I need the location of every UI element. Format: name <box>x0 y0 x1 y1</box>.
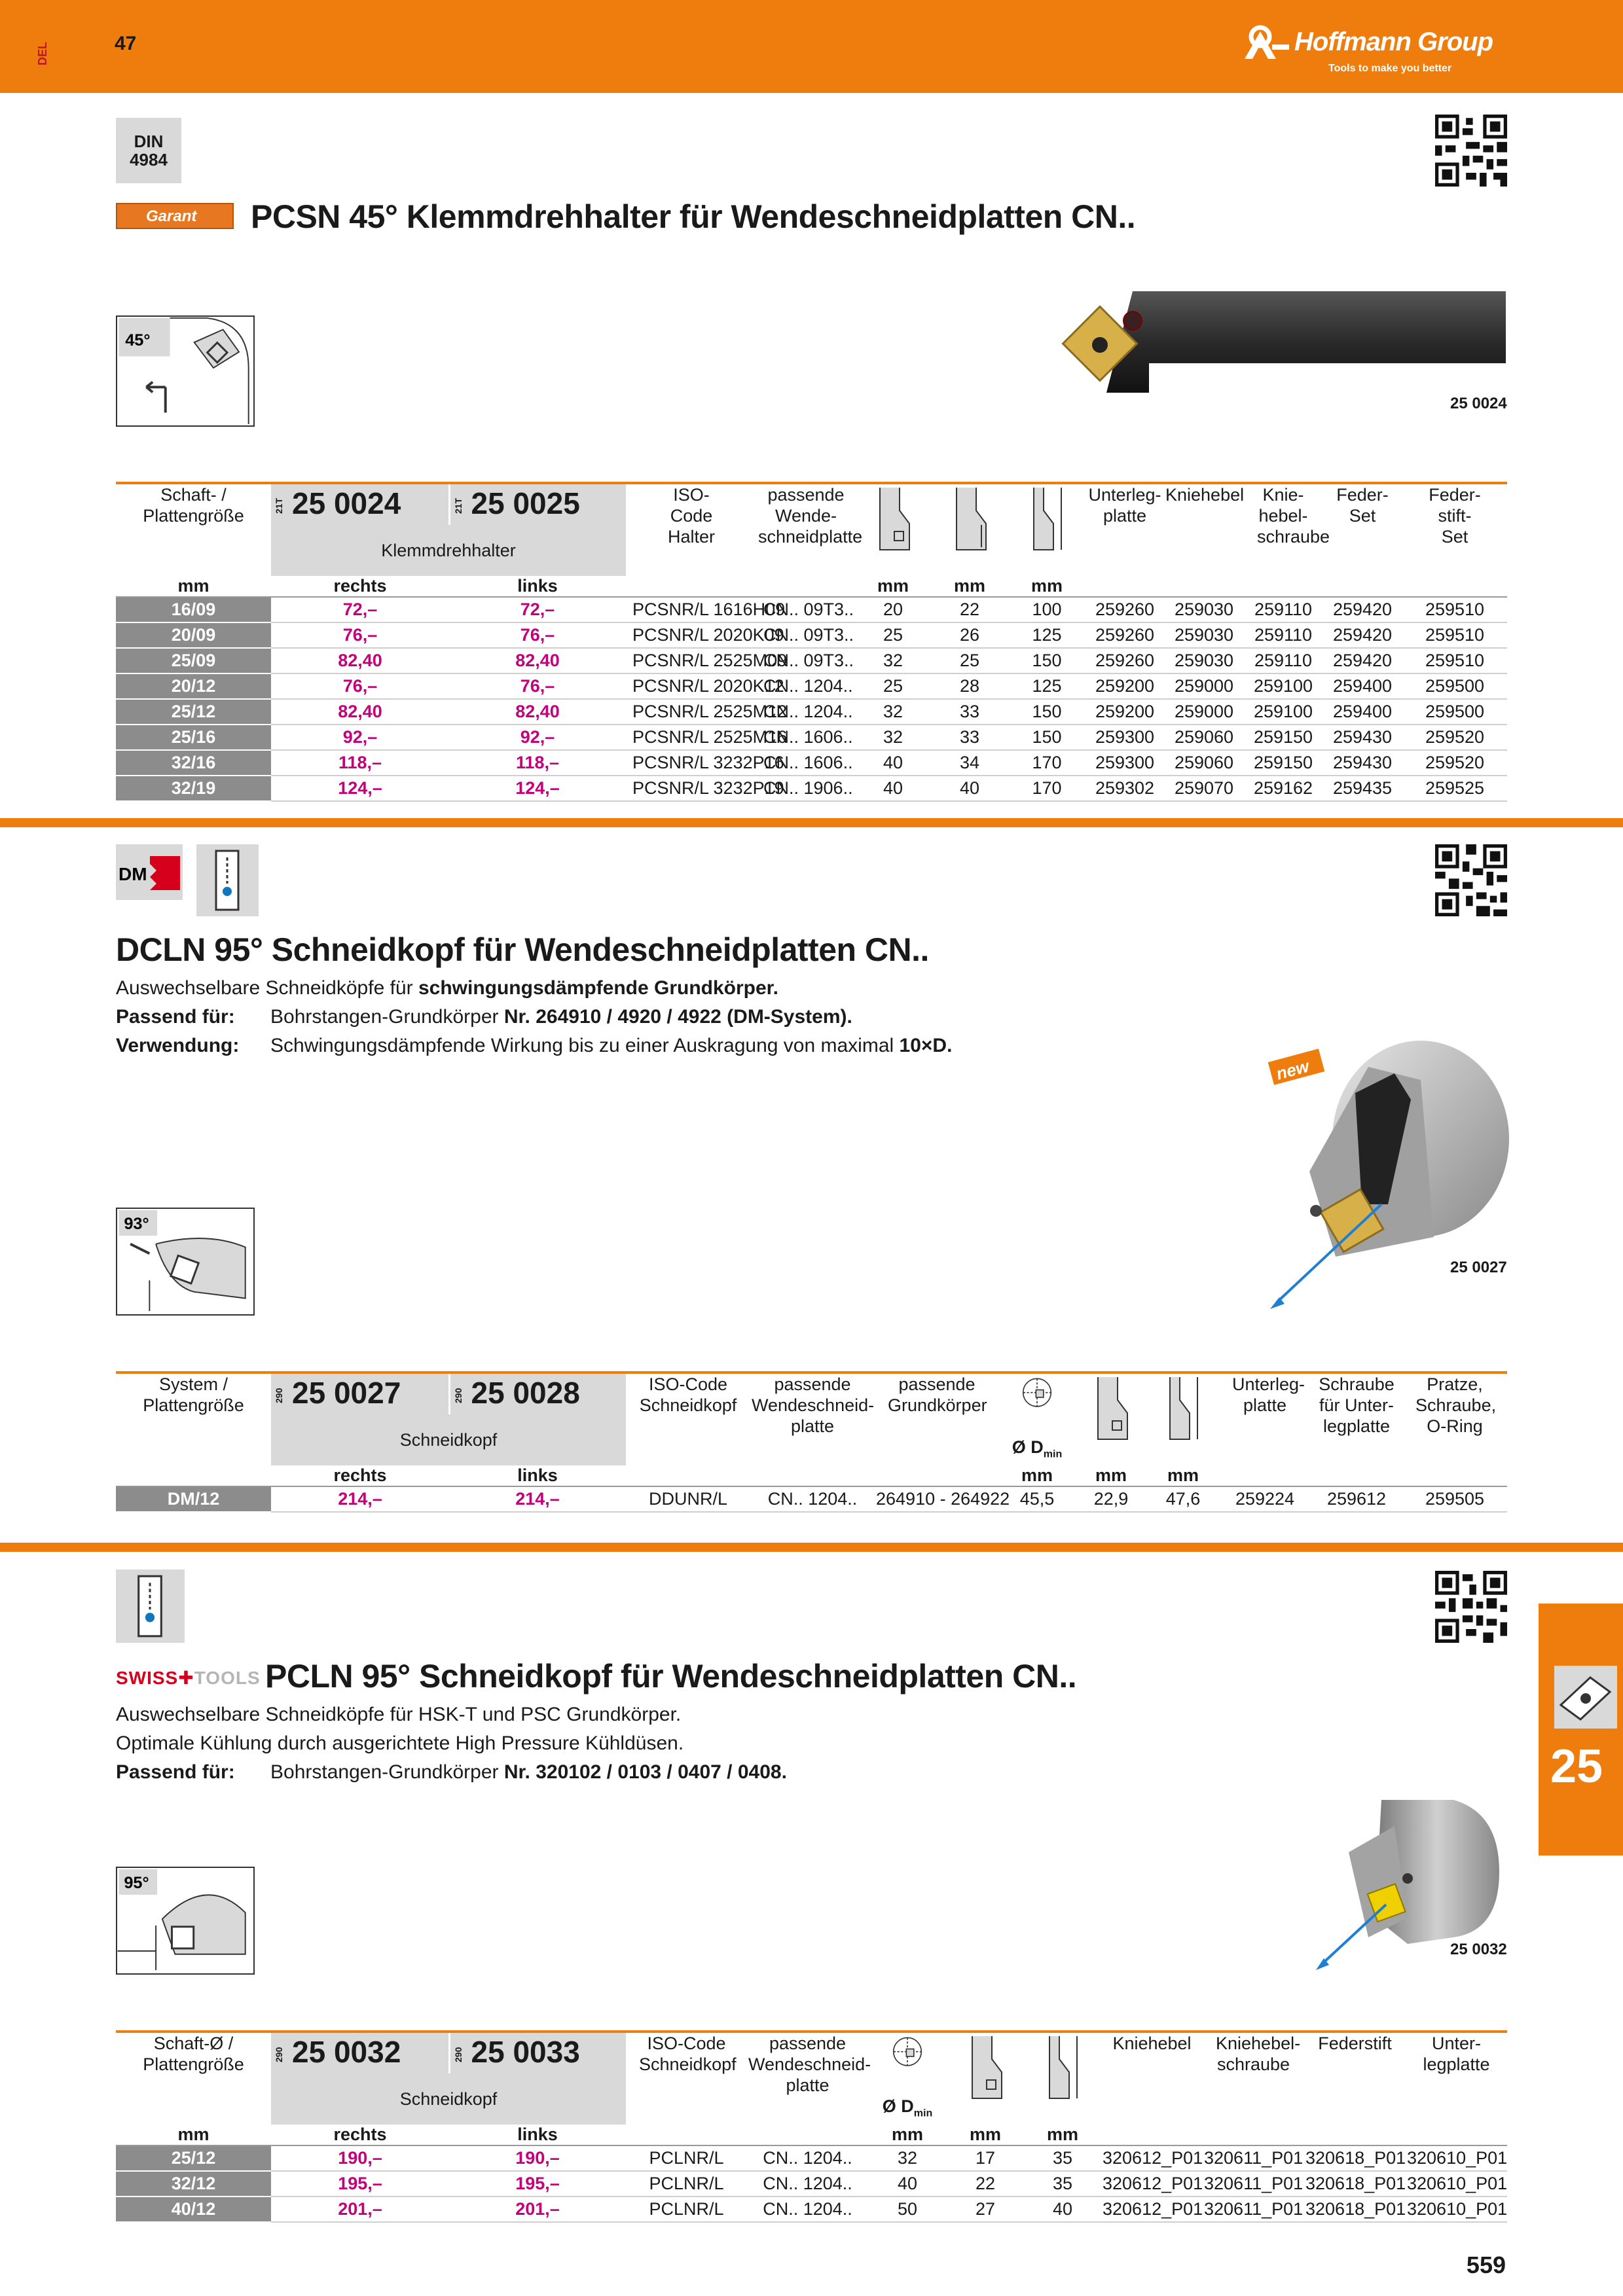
table-cell: 320618_P01 <box>1304 2145 1406 2171</box>
din-badge: DIN 4984 <box>116 118 181 183</box>
table-cell: PCSNR/L 2525M09 <box>626 648 757 673</box>
table-cell: 118,– <box>449 750 626 776</box>
table-cell: 259420 <box>1322 597 1402 622</box>
table-cell: 25 <box>855 622 931 648</box>
hoffmann-logo-icon <box>1243 25 1289 59</box>
col-header-shim: Unterleg- platte <box>1085 483 1164 576</box>
table-cell: 28 <box>931 673 1008 699</box>
unit-size: mm <box>116 2125 271 2145</box>
col-header-iso: ISO-Code Schneidkopf <box>626 1372 750 1465</box>
table-cell: 259400 <box>1322 699 1402 725</box>
table-cell: 320612_P01 <box>1101 2145 1203 2171</box>
table-cell: 124,– <box>271 776 449 801</box>
col-header-base: passende Grundkörper <box>875 1372 999 1465</box>
table-cell: 76,– <box>271 673 449 699</box>
table-cell: 124,– <box>449 776 626 801</box>
table-cell: 259420 <box>1322 648 1402 673</box>
coolant-icon <box>196 844 259 916</box>
table-cell: 190,– <box>449 2145 626 2171</box>
table-cell: 259435 <box>1322 776 1402 801</box>
table-row <box>116 725 1507 750</box>
table-cell: 214,– <box>449 1486 626 1512</box>
table-cell: CN.. 09T3.. <box>757 648 855 673</box>
table-cell: 150 <box>1008 725 1085 750</box>
table-cell: 35 <box>1024 2145 1101 2171</box>
table-cell: 259500 <box>1402 699 1507 725</box>
table-cell: CN.. 1204.. <box>747 2171 868 2197</box>
unit-right: rechts <box>271 1465 449 1486</box>
table-cell: PCLNR/L <box>626 2171 747 2197</box>
group-header: Schneidkopf <box>271 2073 626 2125</box>
table-cell: 259400 <box>1322 673 1402 699</box>
table-cell: 259000 <box>1164 673 1244 699</box>
table-cell: 125 <box>1008 622 1085 648</box>
qr-code-icon[interactable] <box>1435 1571 1507 1643</box>
side-label: DEL <box>36 42 49 65</box>
table-cell: CN.. 1906.. <box>757 776 855 801</box>
table-cell: 118,– <box>271 750 449 776</box>
table-cell: 50 <box>868 2197 947 2222</box>
table-cell: 259510 <box>1402 648 1507 673</box>
dimension-b-icon <box>947 2032 1024 2125</box>
table-cell: 45,5 <box>999 1486 1075 1512</box>
table-cell: 170 <box>1008 776 1085 801</box>
table-cell: 320611_P01 <box>1203 2171 1304 2197</box>
chapter-number: 25 <box>1550 1740 1603 1793</box>
dmin-icon <box>868 2032 947 2125</box>
table-cell: 259300 <box>1085 750 1164 776</box>
table-cell: 32 <box>868 2145 947 2171</box>
table-cell: 259430 <box>1322 725 1402 750</box>
dimension-c-icon <box>1008 483 1085 576</box>
table-cell: 195,– <box>449 2171 626 2197</box>
col-header-pin: Federstift <box>1304 2032 1406 2125</box>
unit-a: mm <box>868 2125 947 2145</box>
unit-a: mm <box>999 1465 1075 1486</box>
table-cell: 25 <box>855 673 931 699</box>
table-cell: PCSNR/L 2020K09 <box>626 622 757 648</box>
table-cell: 259302 <box>1085 776 1164 801</box>
table-cell: 259525 <box>1402 776 1507 801</box>
table-cell: 201,– <box>449 2197 626 2222</box>
table-cell: 259100 <box>1244 673 1322 699</box>
unit-b: mm <box>947 2125 1024 2145</box>
table-cell: CN.. 1204.. <box>747 2145 868 2171</box>
table-cell: 320610_P01 <box>1406 2171 1507 2197</box>
table-cell: 32/12 <box>116 2171 271 2197</box>
table-cell: 72,– <box>449 597 626 622</box>
table-cell: 320612_P01 <box>1101 2197 1203 2222</box>
table-cell: 40 <box>855 750 931 776</box>
table-cell: 320611_P01 <box>1203 2197 1304 2222</box>
table-cell: 125 <box>1008 673 1085 699</box>
table-cell: 76,– <box>271 622 449 648</box>
table-cell: 320610_P01 <box>1406 2197 1507 2222</box>
table-cell: 25/12 <box>116 2145 271 2171</box>
table-cell: 259260 <box>1085 648 1164 673</box>
table-cell: 40 <box>855 776 931 801</box>
col-header-insert: passende Wende- schneidplatte <box>757 483 855 576</box>
table-cell: 259260 <box>1085 597 1164 622</box>
section-separator <box>0 1543 1623 1552</box>
table-cell: 259510 <box>1402 622 1507 648</box>
dmin-icon <box>999 1372 1075 1465</box>
table-row <box>116 2197 1507 2222</box>
table-cell: 20/12 <box>116 673 271 699</box>
dimension-b-icon <box>931 483 1008 576</box>
dmin-label: Ø $D_{min}$ <box>1012 1437 1063 1460</box>
angle-diagram-45 <box>116 315 255 427</box>
image-ref-250024: 25 0024 <box>1450 395 1507 412</box>
unit-b: mm <box>931 576 1008 597</box>
col-header-art1: 290 25 0027 <box>271 1372 449 1414</box>
unit-right: rechts <box>271 576 449 597</box>
section-separator <box>0 818 1623 827</box>
table-cell: 25 <box>931 648 1008 673</box>
table-row <box>116 1486 1507 1512</box>
col-header-kneescrew: Knie- hebel- schraube <box>1244 483 1322 576</box>
table-cell: 201,– <box>271 2197 449 2222</box>
col-header-springset: Feder-Set <box>1322 483 1402 576</box>
col-header-iso: ISO-Code Halter <box>626 483 757 576</box>
svg-text:DM: DM <box>119 864 147 884</box>
table-cell: 32/19 <box>116 776 271 801</box>
table-cell: 33 <box>931 725 1008 750</box>
table-cell: 259224 <box>1219 1486 1311 1512</box>
table-cell: 320610_P01 <box>1406 2145 1507 2171</box>
table-cell: 150 <box>1008 699 1085 725</box>
section1-title: PCSN 45° Klemmdrehhalter für Wendeschneidplatten CN.. <box>251 198 1136 235</box>
table-cell: 25/12 <box>116 699 271 725</box>
table-dcln <box>116 1371 1507 1513</box>
unit-c: mm <box>1008 576 1085 597</box>
table-cell: 40 <box>931 776 1008 801</box>
table-cell: 22 <box>947 2171 1024 2197</box>
brand-tagline: Tools to make you better <box>1328 63 1452 74</box>
table-cell: 320612_P01 <box>1101 2171 1203 2197</box>
table-cell: 320611_P01 <box>1203 2145 1304 2171</box>
table-cell: 259520 <box>1402 725 1507 750</box>
table-cell: 320618_P01 <box>1304 2171 1406 2197</box>
col-header-iso: ISO-Code Schneidkopf <box>626 2032 747 2125</box>
coolant-icon <box>116 1570 185 1643</box>
table-cell: 150 <box>1008 648 1085 673</box>
group-header: Schneidkopf <box>271 1414 626 1465</box>
table-cell: 320618_P01 <box>1304 2197 1406 2222</box>
table-cell: 259030 <box>1164 648 1244 673</box>
page-number: 559 <box>1466 2251 1506 2278</box>
table-cell: CN.. 1606.. <box>757 750 855 776</box>
table-cell: 32 <box>855 725 931 750</box>
table-cell: 32/16 <box>116 750 271 776</box>
table-cell: 82,40 <box>271 699 449 725</box>
table-cell: 259200 <box>1085 673 1164 699</box>
table-cell: 27 <box>947 2197 1024 2222</box>
table-row <box>116 750 1507 776</box>
table-cell: 82,40 <box>271 648 449 673</box>
table-cell: 259110 <box>1244 622 1322 648</box>
col-header-shim: Unter- legplatte <box>1406 2032 1507 2125</box>
unit-c: mm <box>1024 2125 1101 2145</box>
col-header-clamp: Pratze, Schraube, O-Ring <box>1402 1372 1507 1465</box>
table-cell: 195,– <box>271 2171 449 2197</box>
col-header-art1: 21T 25 0024 <box>271 483 449 525</box>
table-cell: 259110 <box>1244 648 1322 673</box>
angle-diagram-93 <box>116 1208 255 1316</box>
unit-c: mm <box>1147 1465 1219 1486</box>
image-ref-250027: 25 0027 <box>1450 1259 1507 1276</box>
table-cell: PCSNR/L 3232P16 <box>626 750 757 776</box>
table-cell: CN.. 1204.. <box>750 1486 875 1512</box>
col-header-size: Schaft-Ø / Plattengröße <box>116 2032 271 2125</box>
table-cell: 32 <box>855 648 931 673</box>
unit-size: mm <box>116 576 271 597</box>
table-cell: 76,– <box>449 673 626 699</box>
table-cell: PCLNR/L <box>626 2145 747 2171</box>
unit-left: links <box>449 1465 626 1486</box>
section2-description: Auswechselbare Schneidköpfe für schwingungsdämpfende Grundkörper. Passend für: Bohrstangen-Grundkörper Nr. 264910 / 4920 / 4922 (DM-System). Verwendung: Schwingungsdämpfende Wirkung bis zu einer Auskragung von maximal 10×D. <box>116 977 953 1056</box>
table-cell: PCSNR/L 2020K12 <box>626 673 757 699</box>
table-cell: 259150 <box>1244 750 1322 776</box>
table-row <box>116 673 1507 699</box>
table-cell: 259162 <box>1244 776 1322 801</box>
dimension-c-icon <box>1147 1372 1219 1465</box>
table-cell: 259030 <box>1164 597 1244 622</box>
table-cell: 40/12 <box>116 2197 271 2222</box>
table-cell: 20/09 <box>116 622 271 648</box>
table-cell: 259430 <box>1322 750 1402 776</box>
table-row <box>116 699 1507 725</box>
col-header-size: System / Plattengröße <box>116 1372 271 1465</box>
dm-system-icon <box>116 844 183 900</box>
dimension-a-icon <box>855 483 931 576</box>
table-cell: 40 <box>868 2171 947 2197</box>
table-pcsn <box>116 482 1507 802</box>
table-cell: 259060 <box>1164 725 1244 750</box>
table-cell: 33 <box>931 699 1008 725</box>
table-cell: 47,6 <box>1147 1486 1219 1512</box>
col-header-size: Schaft- / Plattengröße <box>116 483 271 576</box>
table-cell: 25/09 <box>116 648 271 673</box>
brand-logo[interactable] <box>1243 25 1505 77</box>
table-cell: 259612 <box>1311 1486 1402 1512</box>
dmin-label: Ø $D_{min}$ <box>882 2096 933 2119</box>
unit-right: rechts <box>271 2125 449 2145</box>
table-cell: 259200 <box>1085 699 1164 725</box>
col-header-insert: passende Wendeschneid- platte <box>747 2032 868 2125</box>
table-cell: 259030 <box>1164 622 1244 648</box>
table-cell: PCSNR/L 2525M12 <box>626 699 757 725</box>
table-cell: 259505 <box>1402 1486 1507 1512</box>
table-cell: 259510 <box>1402 597 1507 622</box>
swiss-tools-brand-logo: SWISS✚TOOLS <box>116 1668 261 1688</box>
table-cell: 22 <box>931 597 1008 622</box>
col-header-art2: 21T 25 0025 <box>449 483 626 525</box>
table-cell: 26 <box>931 622 1008 648</box>
col-header-insert: passende Wendeschneid- platte <box>750 1372 875 1465</box>
table-cell: 259420 <box>1322 622 1402 648</box>
table-cell: PCSNR/L 1616H09 <box>626 597 757 622</box>
table-row <box>116 776 1507 801</box>
table-cell: CN.. 1204.. <box>757 673 855 699</box>
unit-b: mm <box>1075 1465 1147 1486</box>
table-cell: 214,– <box>271 1486 449 1512</box>
table-row <box>116 648 1507 673</box>
col-header-kneescrew: Kniehebel- schraube <box>1203 2032 1304 2125</box>
table-row <box>116 2145 1507 2171</box>
svg-text:93°: 93° <box>124 1215 149 1234</box>
product-image-pcsn <box>1034 272 1506 403</box>
table-pcln <box>116 2030 1507 2223</box>
table-cell: CN.. 09T3.. <box>757 622 855 648</box>
section2-title: DCLN 95° Schneidkopf für Wendeschneidplatten CN.. <box>116 931 929 968</box>
table-cell: 82,40 <box>449 699 626 725</box>
table-cell: 92,– <box>271 725 449 750</box>
table-cell: DDUNR/L <box>626 1486 750 1512</box>
angle-label: 45° <box>125 331 151 350</box>
table-cell: CN.. 1204.. <box>757 699 855 725</box>
dimension-b-icon <box>1075 1372 1147 1465</box>
table-cell: 16/09 <box>116 597 271 622</box>
qr-code-icon[interactable] <box>1435 844 1507 916</box>
angle-diagram-95 <box>116 1867 255 1975</box>
table-cell: 17 <box>947 2145 1024 2171</box>
table-cell: 259260 <box>1085 622 1164 648</box>
table-cell: 92,– <box>449 725 626 750</box>
table-cell: 259000 <box>1164 699 1244 725</box>
table-cell: 22,9 <box>1075 1486 1147 1512</box>
table-cell: 190,– <box>271 2145 449 2171</box>
top-page-number: 47 <box>115 33 137 54</box>
table-cell: 264910 - 264922 <box>875 1486 999 1512</box>
chapter-tab[interactable] <box>1539 1604 1623 1856</box>
table-cell: 32 <box>855 699 931 725</box>
table-cell: 100 <box>1008 597 1085 622</box>
table-row <box>116 622 1507 648</box>
image-ref-250032: 25 0032 <box>1450 1941 1507 1958</box>
table-cell: PCSNR/L 3232P19 <box>626 776 757 801</box>
table-cell: 259060 <box>1164 750 1244 776</box>
table-cell: 259500 <box>1402 673 1507 699</box>
table-cell: DM/12 <box>116 1486 271 1512</box>
table-cell: 82,40 <box>449 648 626 673</box>
table-cell: 34 <box>931 750 1008 776</box>
section3-title: PCLN 95° Schneidkopf für Wendeschneidplatten CN.. <box>265 1658 1077 1695</box>
group-header: Klemmdrehhalter <box>271 525 626 576</box>
table-row <box>116 2171 1507 2197</box>
table-cell: 25/16 <box>116 725 271 750</box>
table-cell: 40 <box>1024 2197 1101 2222</box>
table-cell: CN.. 09T3.. <box>757 597 855 622</box>
table-cell: 259300 <box>1085 725 1164 750</box>
table-cell: 20 <box>855 597 931 622</box>
qr-code-icon[interactable] <box>1435 115 1507 187</box>
table-cell: CN.. 1204.. <box>747 2197 868 2222</box>
col-header-springpin: Feder- stift-Set <box>1402 483 1507 576</box>
table-cell: 259150 <box>1244 725 1322 750</box>
dimension-c-icon <box>1024 2032 1101 2125</box>
header-bar <box>0 0 1623 93</box>
unit-left: links <box>449 576 626 597</box>
table-cell: PCSNR/L 2525M16 <box>626 725 757 750</box>
table-cell: PCLNR/L <box>626 2197 747 2222</box>
turning-insert-icon <box>1554 1666 1617 1729</box>
new-badge: new <box>1273 1056 1311 1084</box>
section3-description: Auswechselbare Schneidköpfe für HSK-T und PSC Grundkörper. Optimale Kühlung durch ausgerichtete High Pressure Kühldüsen. Passend für: Bohrstangen-Grundkörper Nr. 320102 / 0103 / 0407 / 0408. <box>116 1704 787 1783</box>
col-header-art2: 290 25 0033 <box>449 2032 626 2073</box>
unit-a: mm <box>855 576 931 597</box>
table-cell: 259520 <box>1402 750 1507 776</box>
col-header-art1: 290 25 0032 <box>271 2032 449 2073</box>
table-cell: CN.. 1606.. <box>757 725 855 750</box>
table-cell: 259110 <box>1244 597 1322 622</box>
garant-brand-logo: Garant <box>116 203 234 229</box>
col-header-screw: Schraube für Unter- legplatte <box>1311 1372 1402 1465</box>
col-header-knee: Kniehebel <box>1164 483 1244 576</box>
col-header-art2: 290 25 0028 <box>449 1372 626 1414</box>
table-row <box>116 597 1507 622</box>
table-cell: 259070 <box>1164 776 1244 801</box>
table-cell: 35 <box>1024 2171 1101 2197</box>
table-cell: 76,– <box>449 622 626 648</box>
brand-name: Hoffmann Group <box>1294 27 1493 56</box>
unit-left: links <box>449 2125 626 2145</box>
table-cell: 259100 <box>1244 699 1322 725</box>
svg-text:95°: 95° <box>124 1874 149 1893</box>
table-cell: 72,– <box>271 597 449 622</box>
col-header-knee: Kniehebel <box>1101 2032 1203 2125</box>
table-cell: 170 <box>1008 750 1085 776</box>
col-header-shim: Unterleg- platte <box>1219 1372 1311 1465</box>
